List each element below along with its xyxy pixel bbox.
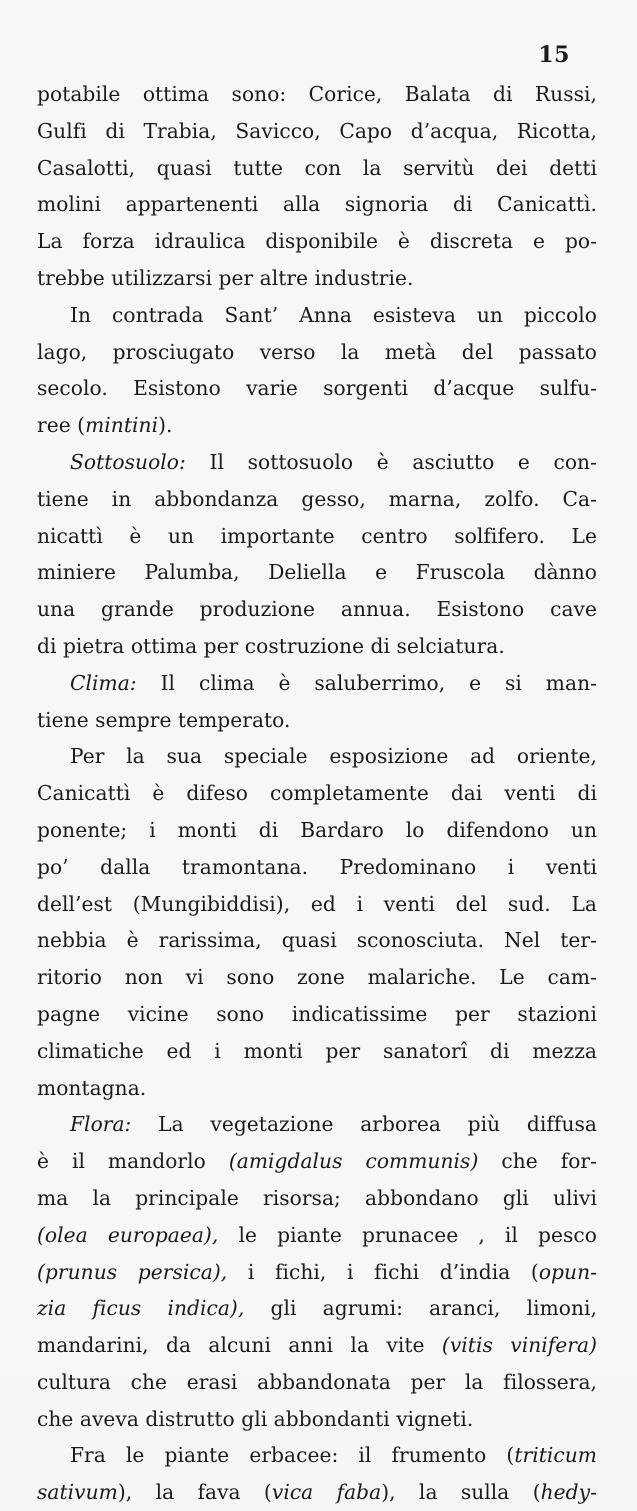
text-run: trebbe utilizzarsi per altre industrie. (37, 265, 414, 290)
text-line (37, 1180, 597, 1217)
text-run: montagna. (37, 1075, 147, 1100)
italic-text: zia ficus indica), (37, 1296, 245, 1321)
text-run: Casalotti, quasi tutte con la servitù dei detti (37, 155, 597, 180)
text-run: In contrada Sant’ Anna esisteva un piccolo (70, 302, 597, 327)
text-run: dell’est (Mungibiddisi), ed i venti del sud. La (37, 891, 597, 916)
text-line (37, 812, 597, 849)
text-run: ponente; i monti di Bardaro lo difendono un (37, 817, 597, 842)
text-line (37, 370, 597, 407)
text-line (37, 1474, 597, 1511)
text-run: climatiche ed i monti per sanatorî di mezza (37, 1038, 597, 1063)
text-run: ritorio non vi sono zone malariche. Le cam- (37, 965, 597, 990)
text-line (37, 1106, 597, 1143)
text-run: tiene in abbondanza gesso, marna, zolfo. Ca- (37, 486, 597, 511)
text-run: molini appartenenti alla signoria di Canicattì. (37, 192, 597, 217)
text-run: ma la principale risorsa; abbondano gli ulivi (37, 1185, 597, 1210)
text-line (37, 150, 597, 187)
italic-text: opun- (538, 1259, 597, 1284)
italic-text: (olea europaea), (37, 1222, 219, 1247)
italic-text: Flora: (70, 1112, 132, 1137)
text-line (37, 849, 597, 886)
text-run: po’ dalla tramontana. Predominano i venti (37, 854, 597, 879)
text-run: i fichi, i fichi d’india ( (227, 1259, 539, 1284)
text-run: lago, prosciugato verso la metà del passato (37, 339, 597, 364)
text-line (37, 1364, 597, 1401)
italic-text: hedy- (540, 1480, 597, 1505)
text-run: Canicattì è difeso completamente dai venti di (37, 781, 597, 806)
text-run: ). (158, 413, 173, 438)
page-number: 15 (538, 42, 570, 68)
text-line (37, 76, 597, 113)
text-run: Gulfi di Trabia, Savicco, Capo d’acqua, Ricotta, (37, 118, 597, 143)
text-run: nebbia è rarissima, quasi sconosciuta. Nel ter- (37, 928, 597, 953)
text-run: nicattì è un importante centro solfifero. Le (37, 523, 597, 548)
text-run: miniere Palumba, Deliella e Fruscola dànno (37, 560, 597, 585)
text-line (37, 223, 597, 260)
text-line (37, 407, 597, 444)
text-run: che aveva distrutto gli abbondanti vigneti. (37, 1406, 474, 1431)
text-run: una grande produzione annua. Esistono cave (37, 597, 597, 622)
text-run: è il mandorlo (37, 1149, 229, 1174)
text-run: ree ( (37, 413, 86, 438)
text-line (37, 996, 597, 1033)
italic-text: Sottosuolo: (70, 449, 186, 474)
text-line (37, 665, 597, 702)
text-line (37, 1070, 597, 1107)
text-line (37, 481, 597, 518)
text-line (37, 186, 597, 223)
text-line (37, 1401, 597, 1438)
text-run: Fra le piante erbacee: il frumento ( (70, 1443, 515, 1468)
text-line (37, 886, 597, 923)
text-run: ), la fava ( (117, 1480, 272, 1505)
text-line (37, 1437, 597, 1474)
text-run: pagne vicine sono indicatissime per stazioni (37, 1001, 597, 1026)
italic-text: mintini (85, 413, 159, 438)
text-run: di pietra ottima per costruzione di selciatura. (37, 633, 505, 658)
text-line (37, 1217, 597, 1254)
text-line (37, 260, 597, 297)
italic-text: sativum (37, 1480, 118, 1505)
italic-text: triticum (514, 1443, 597, 1468)
text-line (37, 518, 597, 555)
italic-text: (prunus persica), (37, 1259, 228, 1284)
text-run: La forza idraulica disponibile è discreta e po- (37, 229, 597, 254)
text-run: cultura che erasi abbandonata per la filossera, (37, 1369, 597, 1394)
text-line (37, 1143, 597, 1180)
text-line (37, 1254, 597, 1291)
text-run: Per la sua speciale esposizione ad oriente, (70, 744, 597, 769)
text-line (37, 775, 597, 812)
text-run: gli agrumi: aranci, limoni, (244, 1296, 598, 1321)
italic-text: (vitis vinifera) (441, 1333, 597, 1358)
text-run: Il clima è saluberrimo, e si man- (136, 670, 597, 695)
text-line (37, 959, 597, 996)
text-run: La vegetazione arborea più diffusa (131, 1112, 597, 1137)
text-run: tiene sempre temperato. (37, 707, 291, 732)
text-line (37, 702, 597, 739)
text-run: le piante prunacee , il pesco (218, 1222, 597, 1247)
text-run: che for- (478, 1149, 597, 1174)
italic-text: (amigdalus communis) (228, 1149, 479, 1174)
text-run: mandarini, da alcuni anni la vite (37, 1333, 442, 1358)
body-text (37, 76, 597, 1511)
text-line (37, 113, 597, 150)
text-run: potabile ottima sono: Corice, Balata di Russi, (37, 82, 597, 106)
italic-text: vica faba (271, 1480, 382, 1505)
text-line (37, 1327, 597, 1364)
text-line (37, 628, 597, 665)
text-run: ), la sulla ( (381, 1480, 541, 1505)
text-line (37, 444, 597, 481)
text-line (37, 334, 597, 371)
italic-text: Clima: (70, 670, 137, 695)
text-line (37, 738, 597, 775)
text-run: Il sottosuolo è asciutto e con- (185, 449, 597, 474)
text-line (37, 1290, 597, 1327)
text-line (37, 297, 597, 334)
text-run: secolo. Esistono varie sorgenti d’acque sulfu- (37, 376, 597, 401)
text-line (37, 922, 597, 959)
text-line (37, 1033, 597, 1070)
text-line (37, 591, 597, 628)
text-line (37, 554, 597, 591)
